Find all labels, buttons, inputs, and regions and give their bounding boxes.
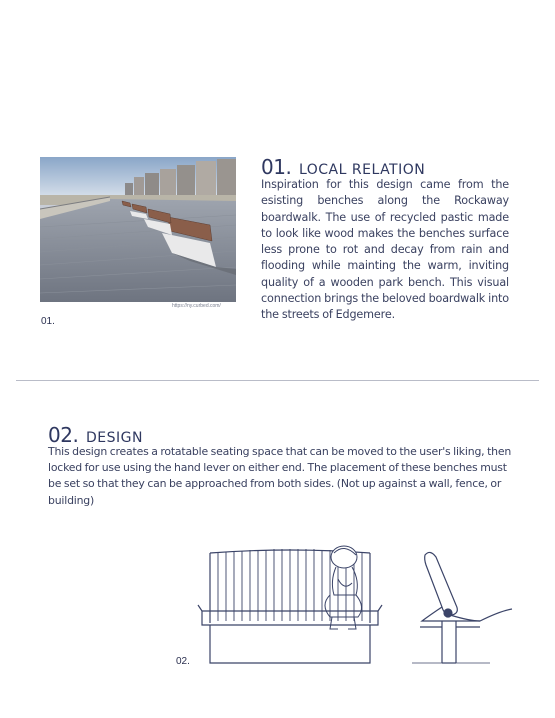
boardwalk-photo [40,157,236,302]
section-number: 01. [261,155,292,179]
section-title: DESIGN [85,430,143,446]
divider [16,380,539,381]
figure-label: 02. [176,656,190,667]
section-number: 02. [48,423,79,447]
section-body: This design creates a rotatable seating space that can be moved to the user's liking, then locked for use using the hand lever on either end. The placement of these benches must be set so that they can be approached from both sides. (Not up against a wall, fence, or building) [48,445,512,507]
section-heading [261,152,425,180]
bench-drawing [180,535,520,674]
figure-label: 01. [41,316,55,327]
section-title: LOCAL RELATION [298,162,426,178]
section-body: Inspiration for this design came from the esisting benches along the Rockaway boardwalk. The use of recycled pastic made to look like wood makes the benches surface less prone to rot and decay from rain and flooding while mainting the warm, inviting quality of a wooden park bench. This visual connection brings the beloved boardwalk into the streets of Edgemere. [261,178,509,322]
bench-side-view [412,552,512,663]
bench-front-view [198,546,382,663]
photo-credit: https://ny.curbed.com/ [172,303,221,309]
